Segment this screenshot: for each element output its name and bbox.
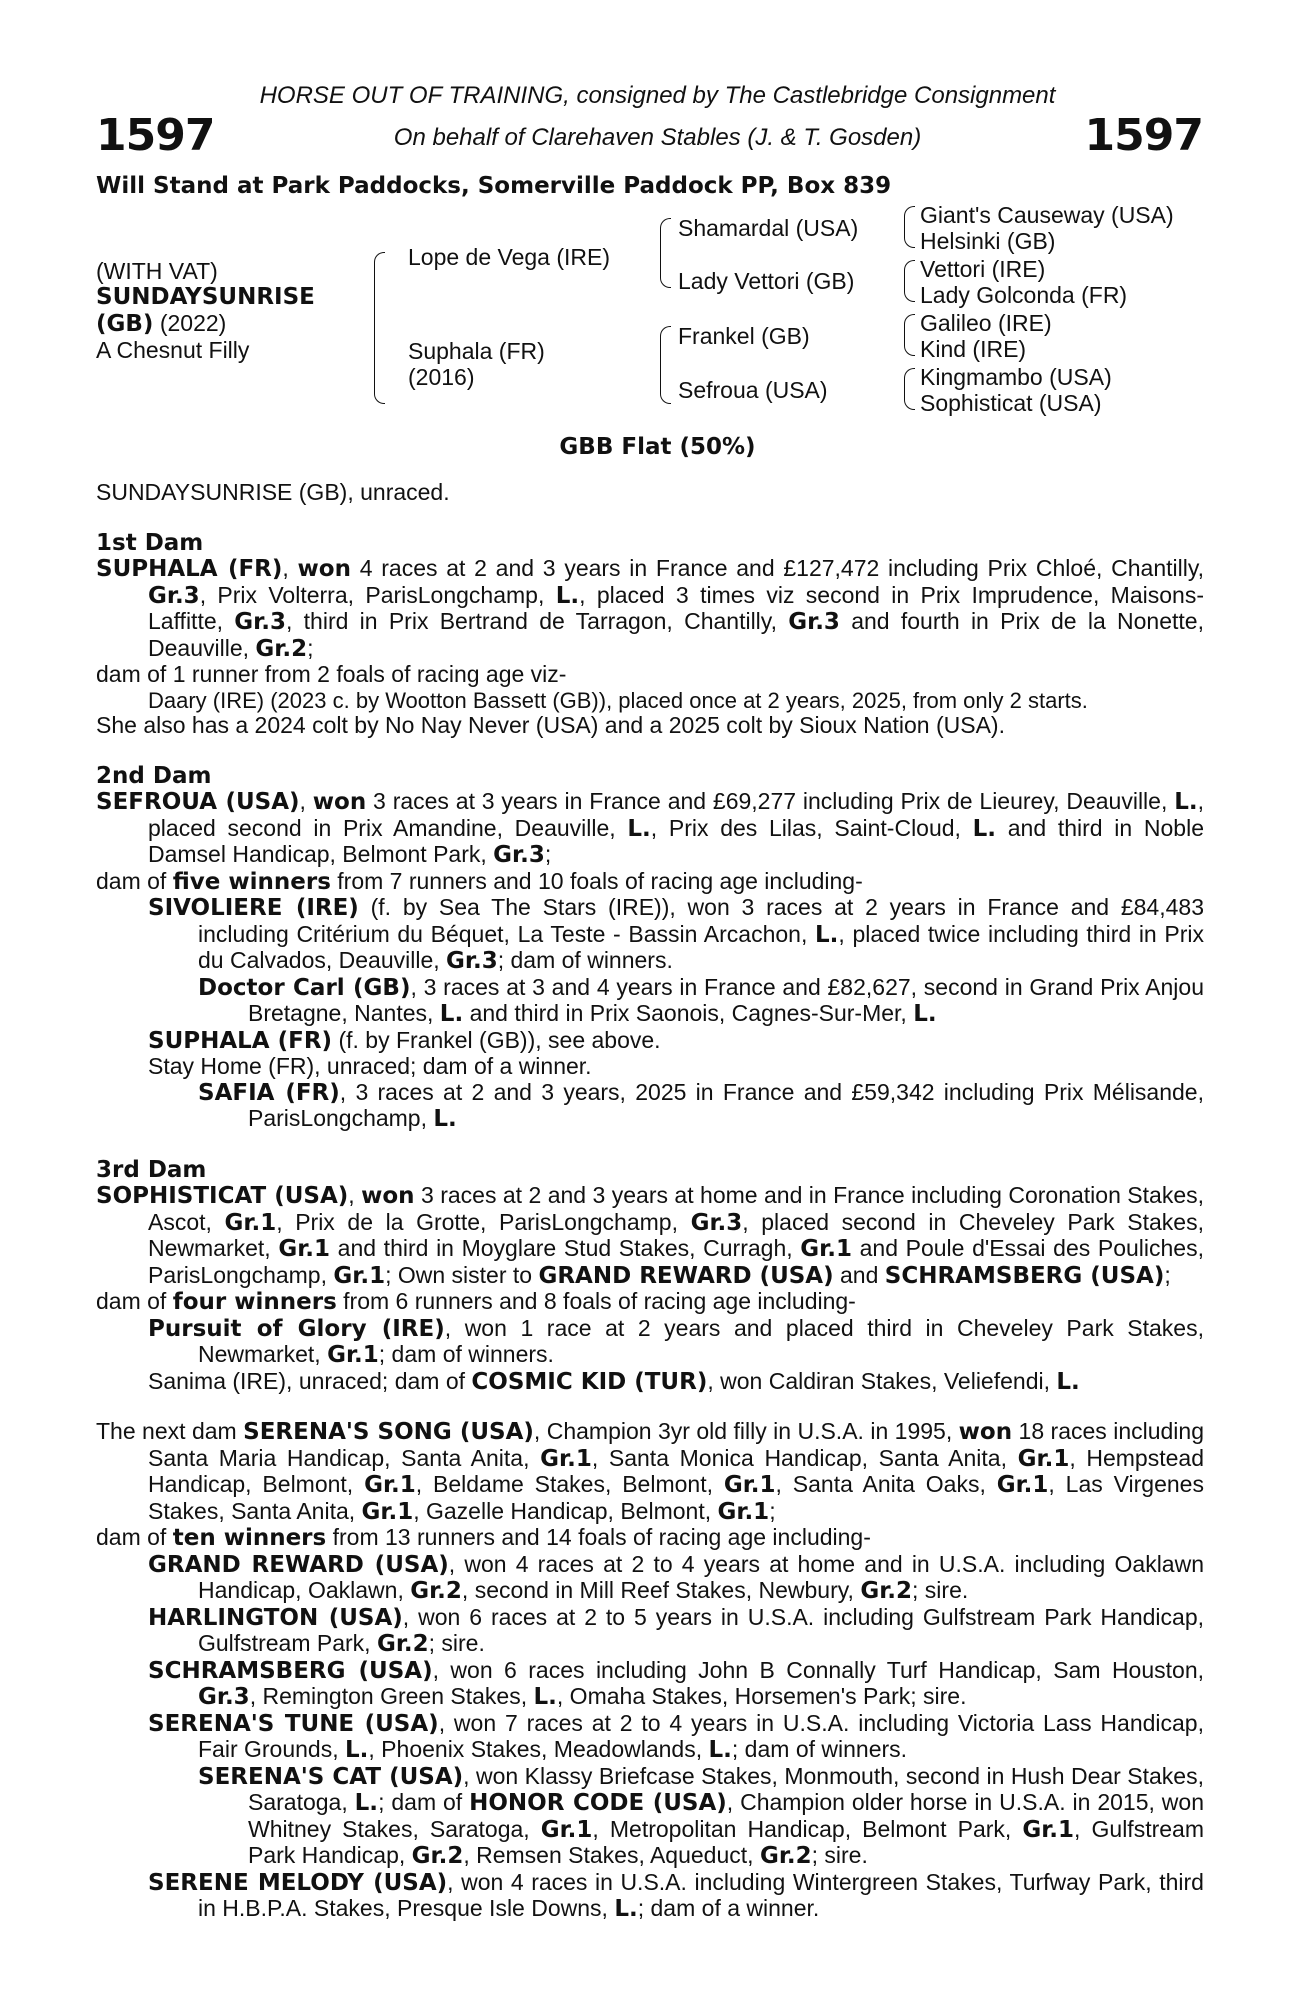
dam1-entry: SUPHALA (FR), won 4 races at 2 and 3 years in France and £127,472 including Prix Chloé, Chantilly, Gr.3, Prix Volterra, ParisLongchamp, L., placed 3 times viz second in Prix Imprudence, Maisons-Laffitte, Gr.3, third in Prix Bertrand de Tarragon, Chantilly, Gr.3 and fourth in Prix de la Nonette, Deauville, Gr.2; xyxy=(96,555,1205,662)
next-dam-entry: The next dam SERENA'S SONG (USA), Champion 3yr old filly in U.S.A. in 1995, won 18 races including Santa Maria Handicap, Santa Anita, Gr.1, Santa Monica Handicap, Santa Anita, Gr.1, Hempstead Handicap, Belmont, Gr.1, Beldame Stakes, Belmont, Gr.1, Santa Anita Oaks, Gr.1, Las Virgenes Stakes, Santa Anita, Gr.1, Gazelle Handicap, Belmont, Gr.1; xyxy=(96,1418,1205,1525)
brace-dd xyxy=(904,368,915,410)
gbb-flat: GBB Flat (50%) xyxy=(559,434,756,460)
brace-ds xyxy=(904,314,915,356)
sire-name: Lope de Vega (IRE) xyxy=(408,244,611,270)
dam-sire: Frankel (GB) xyxy=(678,323,810,349)
dam-name: Suphala (FR) xyxy=(408,338,545,364)
dam2-suphala: SUPHALA (FR) (f. by Frankel (GB)), see above. xyxy=(148,1026,661,1054)
stand-location: Will Stand at Park Paddocks, Somerville Paddock PP, Box 839 xyxy=(96,173,892,199)
horse-year: (2022) xyxy=(159,310,227,336)
serenas-cat: SERENA'S CAT (USA), won Klassy Briefcase Stakes, Monmouth, second in Hush Dear Stakes, Saratoga, L.; dam of HONOR CODE (USA), Champion older horse in U.S.A. in 2015, won Whitney Stakes, Saratoga, Gr.1, Metropolitan Handicap, Belmont Park, Gr.1, Gulfstream Park Handicap, Gr.2, Remsen Stakes, Aqueduct, Gr.2; sire. xyxy=(198,1762,1204,1869)
dam2-sivoliere: SIVOLIERE (IRE) (f. by Sea The Stars (IRE)), won 3 races at 2 years in France and £84,483 including Critérium du Béquet, La Teste - Bassin Arcachon, L., placed twice including third in Prix du Calvados, Deauville, Gr.3; dam of winners. xyxy=(148,894,1204,974)
vendor-line: On behalf of Clarehaven Stables (J. & T. Gosden) xyxy=(393,124,922,151)
dam1-daary: Daary (IRE) (2023 c. by Wootton Bassett (GB)), placed once at 2 years, 2025, from only 2 starts. xyxy=(148,687,1088,713)
pedigree-brace-main xyxy=(374,252,385,404)
dam-year: (2016) xyxy=(408,364,475,390)
serene-melody: SERENE MELODY (USA), won 4 races in U.S.A. including Wintergreen Stakes, Turfway Park, third in H.B.P.A. Stakes, Presque Isle Downs, L.; dam of a winner. xyxy=(148,1868,1204,1922)
dam3-pursuit: Pursuit of Glory (IRE), won 1 race at 2 years and placed third in Cheveley Park Stakes, Newmarket, Gr.1; dam of winners. xyxy=(148,1314,1204,1368)
horse-name: SUNDAYSUNRISE xyxy=(96,284,315,310)
dam1-runners: dam of 1 runner from 2 foals of racing age viz- xyxy=(96,661,567,687)
ddd: Sophisticat (USA) xyxy=(920,390,1102,416)
sire-sire: Shamardal (USA) xyxy=(678,215,859,241)
dam2-safia: SAFIA (FR), 3 races at 2 and 3 years, 2025 in France and £59,342 including Prix Mélisande, ParisLongchamp, L. xyxy=(198,1078,1204,1132)
vat-label: (WITH VAT) xyxy=(96,258,218,284)
section-1st-dam: 1st Dam xyxy=(96,529,204,556)
dam3-entry: SOPHISTICAT (USA), won 3 races at 2 and 3 years at home and in France including Coronation Stakes, Ascot, Gr.1, Prix de la Grotte, ParisLongchamp, Gr.3, placed second in Cheveley Park Stakes, Newmarket, Gr.1 and third in Moyglare Stud Stakes, Curragh, Gr.1 and Poule d'Essai des Pouliches, ParisLongchamp, Gr.1; Own sister to GRAND REWARD (USA) and SCHRAMSBERG (USA); xyxy=(96,1182,1205,1289)
next-dam-winners: dam of ten winners from 13 runners and 14 foals of racing age including- xyxy=(96,1524,871,1551)
horse-block xyxy=(96,258,315,363)
grand-reward: GRAND REWARD (USA), won 4 races at 2 to 4 years at home and in U.S.A. including Oaklawn Handicap, Oaklawn, Gr.2, second in Mill Reef Stakes, Newbury, Gr.2; sire. xyxy=(148,1550,1205,1604)
horse-description: A Chesnut Filly xyxy=(96,337,250,363)
dam1-also: She also has a 2024 colt by No Nay Never (USA) and a 2025 colt by Sioux Nation (USA). xyxy=(96,712,1005,738)
serenas-tune: SERENA'S TUNE (USA), won 7 races at 2 to 4 years in U.S.A. including Victoria Lass Handicap, Fair Grounds, L., Phoenix Stakes, Meadowlands, L.; dam of winners. xyxy=(148,1709,1204,1763)
sire-dam: Lady Vettori (GB) xyxy=(678,268,855,294)
brace-ss xyxy=(904,206,915,248)
pedigree-brace-sire xyxy=(660,218,671,288)
dam3-sanima: Sanima (IRE), unraced; dam of COSMIC KID (TUR), won Caldiran Stakes, Veliefendi, L. xyxy=(148,1367,1080,1395)
section-2nd-dam: 2nd Dam xyxy=(96,762,212,789)
pedigree-brace-dam xyxy=(660,326,671,404)
dam2-stay-home: Stay Home (FR), unraced; dam of a winner. xyxy=(148,1053,592,1079)
dam2-winners: dam of five winners from 7 runners and 10 foals of racing age including- xyxy=(96,867,863,895)
ssd: Helsinki (GB) xyxy=(920,228,1056,254)
sss: Giant's Causeway (USA) xyxy=(920,202,1174,228)
schramsberg: SCHRAMSBERG (USA), won 6 races including John B Connally Turf Handicap, Sam Houston, Gr.3, Remington Green Stakes, L., Omaha Stakes, Horsemen's Park; sire. xyxy=(148,1656,1204,1710)
dss: Galileo (IRE) xyxy=(920,310,1052,336)
dam2-doctor-carl: Doctor Carl (GB), 3 races at 3 and 4 years in France and £82,627, second in Grand Prix Anjou Bretagne, Nantes, L. and third in Prix Saonois, Cagnes-Sur-Mer, L. xyxy=(198,973,1204,1027)
harlington: HARLINGTON (USA), won 6 races at 2 to 5 years in U.S.A. including Gulfstream Park Handicap, Gulfstream Park, Gr.2; sire. xyxy=(148,1603,1204,1657)
unraced-line: SUNDAYSUNRISE (GB), unraced. xyxy=(96,479,450,505)
dds: Kingmambo (USA) xyxy=(920,364,1112,390)
brace-sd xyxy=(904,260,915,302)
consignor-line: HORSE OUT OF TRAINING, consigned by The Castlebridge Consignment xyxy=(259,82,1056,109)
sds: Vettori (IRE) xyxy=(920,256,1046,282)
sdd: Lady Golconda (FR) xyxy=(920,282,1128,308)
dsd: Kind (IRE) xyxy=(920,336,1027,362)
catalogue-body xyxy=(96,480,1204,1923)
dam3-winners: dam of four winners from 6 runners and 8 foals of racing age including- xyxy=(96,1288,856,1315)
section-3rd-dam: 3rd Dam xyxy=(96,1156,207,1183)
lot-number-right: 1597 xyxy=(1084,110,1203,161)
dam2-entry: SEFROUA (USA), won 3 races at 3 years in France and £69,277 including Prix de Lieurey, Deauville, L., placed second in Prix Amandine, Deauville, L., Prix des Lilas, Saint-Cloud, L. and third in Noble Damsel Handicap, Belmont Park, Gr.3; xyxy=(96,788,1204,868)
dam-dam: Sefroua (USA) xyxy=(678,377,828,403)
lot-number-left: 1597 xyxy=(96,110,215,161)
horse-origin: (GB) xyxy=(96,311,154,337)
